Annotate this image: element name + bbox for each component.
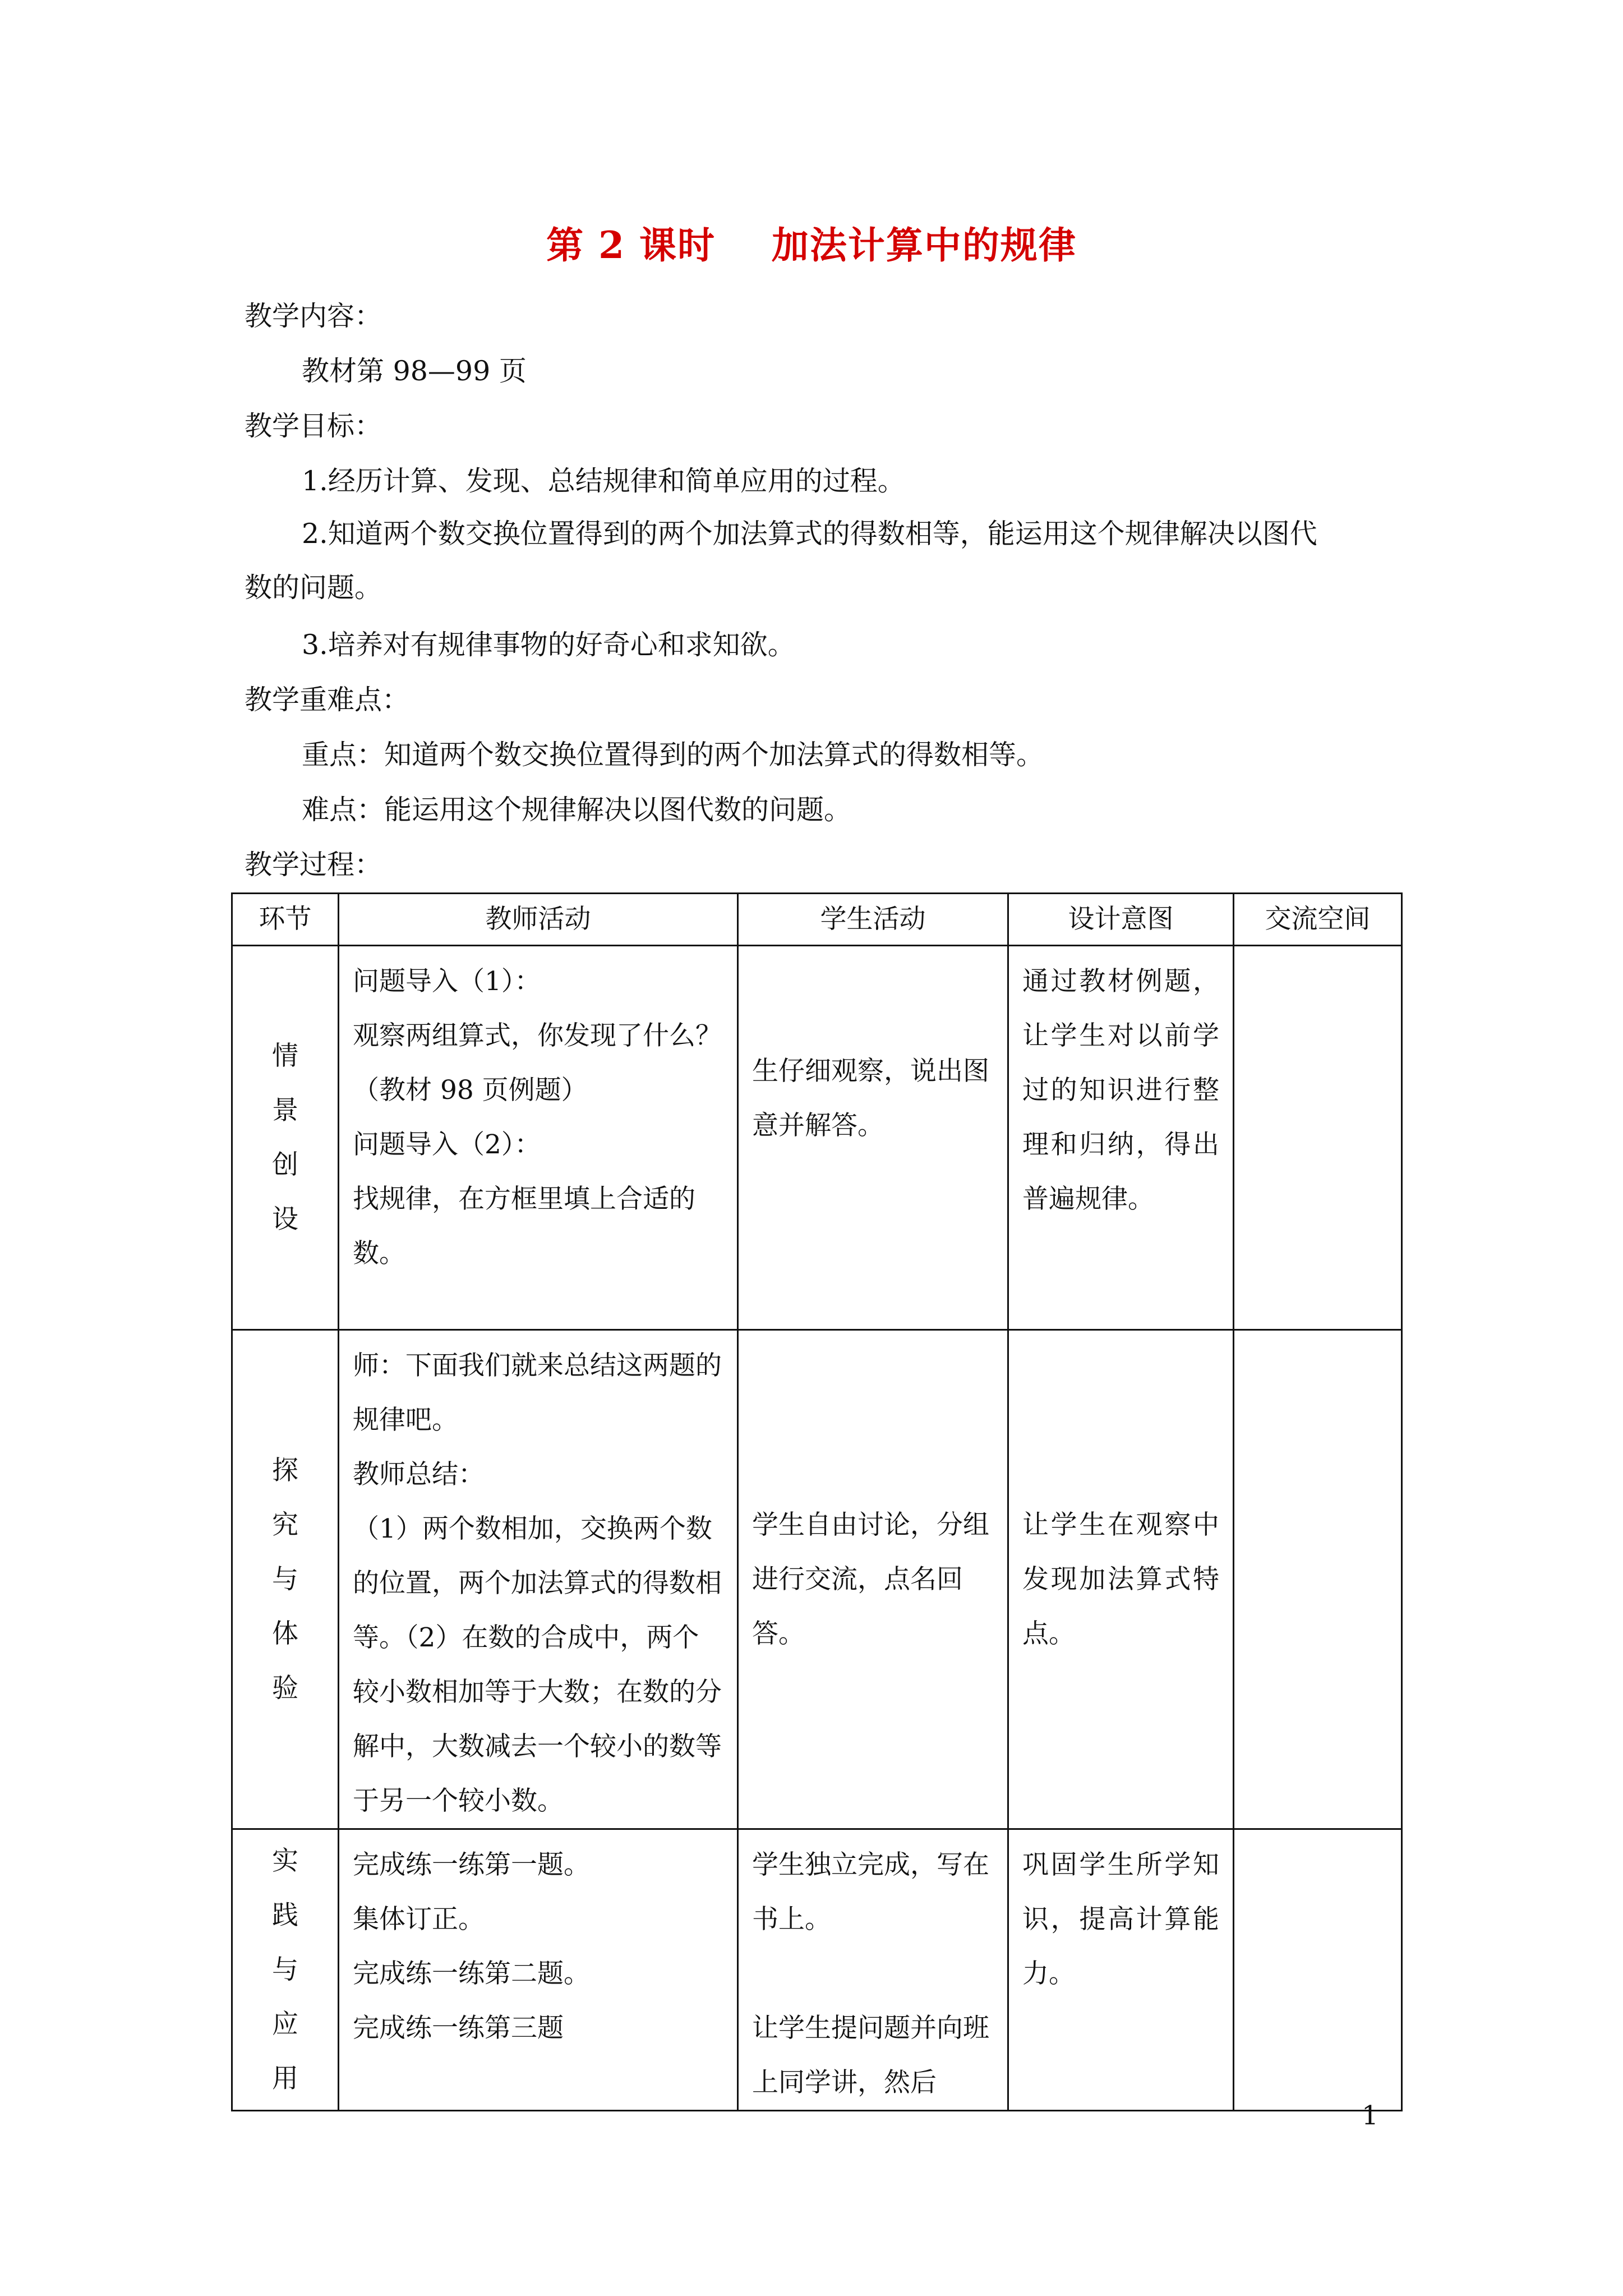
stage-label: 情景创设 xyxy=(272,1041,298,1235)
student-activity-text: 学生独立完成，写在书上。 让学生提问题并向班上同学讲，然后 xyxy=(752,1849,989,2098)
header-design-intent: 设计意图 xyxy=(1008,894,1234,946)
exchange-space-cell xyxy=(1234,1330,1402,1829)
stage-cell xyxy=(232,1829,339,2111)
stage-label: 探究与体验 xyxy=(272,1455,298,1704)
student-activity-cell xyxy=(738,1330,1008,1829)
keypoint-difficulty: 难点：能运用这个规律解决以图代数的问题。 xyxy=(302,794,852,826)
teacher-activity-cell xyxy=(339,1829,738,2111)
design-intent-cell xyxy=(1008,1330,1234,1829)
keypoint-focus: 重点：知道两个数交换位置得到的两个加法算式的得数相等。 xyxy=(302,739,1044,771)
keypoints-label: 教学重难点： xyxy=(245,684,410,716)
exchange-space-cell xyxy=(1234,946,1402,1330)
lesson-title: 第 2 课时 加法计算中的规律 xyxy=(546,223,1077,267)
exchange-space-cell xyxy=(1234,1829,1402,2111)
process-label: 教学过程： xyxy=(245,849,382,881)
teacher-activity-text: 完成练一练第一题。 集体订正。 完成练一练第二题。 完成练一练第三题 xyxy=(353,1849,590,2044)
student-activity-cell xyxy=(738,1829,1008,2111)
design-intent-cell xyxy=(1008,946,1234,1330)
goal-2: 2.知道两个数交换位置得到的两个加法算式的得数相等，能运用这个规律解决以图代数的问题。 xyxy=(245,518,1317,604)
student-activity-cell xyxy=(738,946,1008,1330)
table-row xyxy=(232,946,1402,1330)
design-intent-text: 通过教材例题，让学生对以前学过的知识进行整理和归纳，得出普遍规律。 xyxy=(1022,966,1219,1214)
header-stage: 环节 xyxy=(232,894,339,946)
teacher-activity-cell xyxy=(339,1330,738,1829)
stage-cell xyxy=(232,1330,339,1829)
design-intent-text: 巩固学生所学知识，提高计算能力。 xyxy=(1022,1849,1219,1989)
goal-1: 1.经历计算、发现、总结规律和简单应用的过程。 xyxy=(302,465,905,497)
table-row xyxy=(232,1330,1402,1829)
table-row xyxy=(232,1829,1402,2111)
teacher-activity-text: 问题导入（1）： 观察两组算式，你发现了什么？（教材 98 页例题） 问题导入（2）： 找规律，在方框里填上合适的数。 xyxy=(353,966,722,1269)
teacher-activity-text: 师：下面我们就来总结这两题的规律吧。 教师总结： （1）两个数相加，交换两个数的位置，两个加法算式的得数相等。（2）在数的合成中，两个较小数相加等于大数；在数的分解中，大数减去一个较小的数等于另一个较小数。 xyxy=(353,1350,722,1816)
goal-3: 3.培养对有规律事物的好奇心和求知欲。 xyxy=(302,629,795,661)
student-activity-text: 学生自由讨论，分组进行交流，点名回答。 xyxy=(752,1510,989,1649)
header-student-activity: 学生活动 xyxy=(738,894,1008,946)
header-teacher-activity: 教师活动 xyxy=(339,894,738,946)
page-number: 1 xyxy=(1362,2100,1378,2131)
stage-label: 实践与应用 xyxy=(272,1846,298,2094)
stage-cell xyxy=(232,946,339,1330)
design-intent-cell xyxy=(1008,1829,1234,2111)
teacher-activity-cell xyxy=(339,946,738,1330)
goals-label: 教学目标： xyxy=(245,410,382,442)
content-text: 教材第 98—99 页 xyxy=(302,355,527,387)
content-label: 教学内容： xyxy=(245,300,382,332)
design-intent-text: 让学生在观察中发现加法算式特点。 xyxy=(1022,1510,1219,1649)
teaching-process-table xyxy=(231,892,1403,2111)
table-header-row xyxy=(232,894,1402,946)
student-activity-text: 生仔细观察，说出图意并解答。 xyxy=(752,1056,989,1141)
header-exchange-space: 交流空间 xyxy=(1234,894,1402,946)
